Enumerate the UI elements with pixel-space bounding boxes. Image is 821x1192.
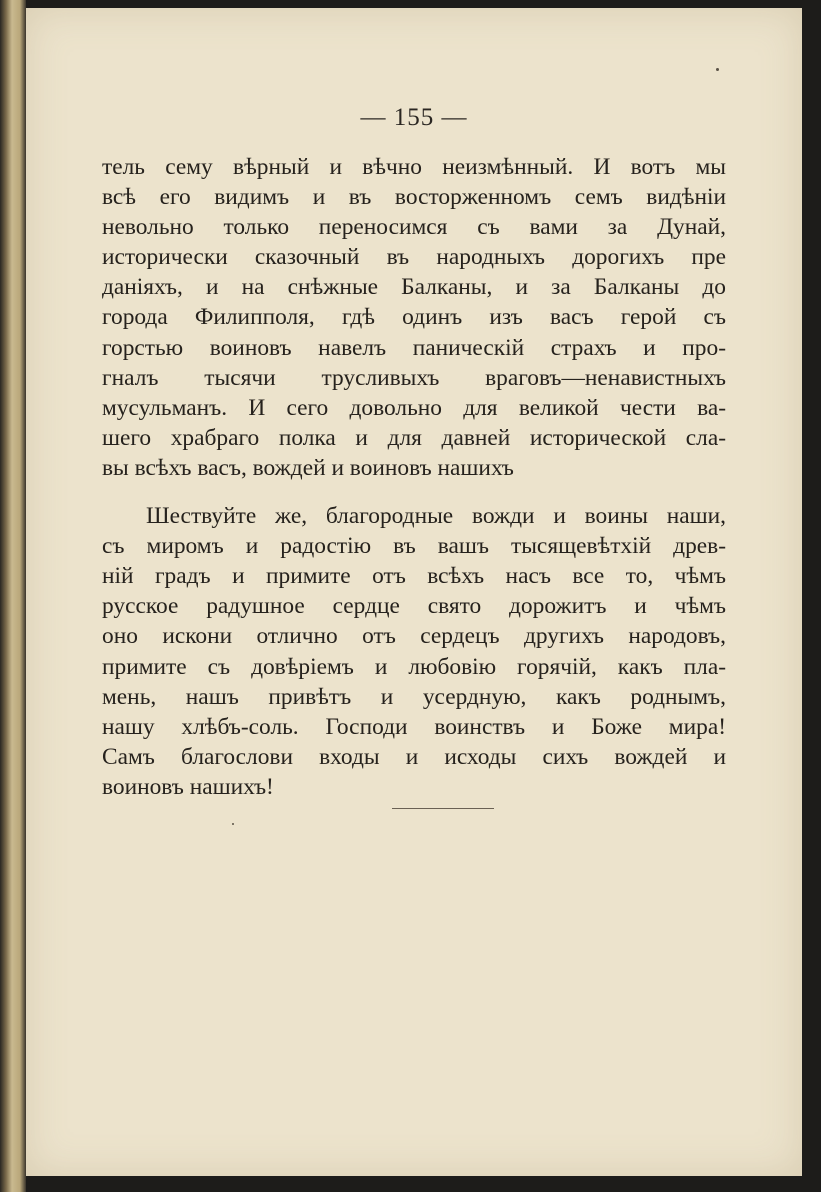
text-line: воиновъ нашихъ!: [102, 773, 274, 800]
paper-speck: [716, 68, 719, 71]
text-line: даніяхъ, и на снѣжные Балканы, и за Балканы до: [102, 274, 726, 301]
text-line: Самъ благослови входы и исходы сихъ вождей и: [102, 743, 726, 770]
text-line: гналъ тысячи трусливыхъ враговъ—ненавистныхъ: [102, 364, 726, 391]
paragraph-2: [102, 501, 726, 802]
page-sheet: [26, 8, 802, 1176]
text-line: мень, нашъ привѣтъ и усердную, какъ роднымъ,: [102, 683, 726, 710]
page-number: — 155 —: [360, 104, 468, 131]
text-line: Шествуйте же, благородные вожди и воины наши,: [146, 503, 726, 530]
text-line: исторически сказочный въ народныхъ дорогихъ пре: [102, 244, 726, 271]
text-line: всѣ его видимъ и въ восторженномъ семъ видѣніи: [102, 184, 726, 211]
text-line: невольно только переносимся съ вами за Дунай,: [102, 214, 726, 241]
text-line: тель сему вѣрный и вѣчно неизмѣнный. И вотъ мы: [102, 154, 726, 180]
text-line: русское радушное сердце свято дорожитъ и чѣмъ: [102, 593, 726, 620]
page-body: [102, 152, 726, 802]
text-line: оно искони отлично отъ сердецъ другихъ народовъ,: [102, 623, 726, 650]
text-line: съ миромъ и радостію въ вашъ тысящевѣтхій древ-: [102, 533, 726, 560]
text-line: примите съ довѣріемъ и любовію горячій, какъ пла-: [102, 653, 726, 680]
text-line: ній градъ и примите отъ всѣхъ насъ все то, чѣмъ: [102, 563, 726, 590]
text-line: шего храбраго полка и для давней исторической сла-: [102, 424, 726, 451]
text-line: мусульманъ. И сего довольно для великой чести ва-: [102, 394, 726, 421]
text-line: вы всѣхъ васъ, вождей и воиновъ нашихъ: [102, 454, 514, 481]
text-line: горстью воиновъ навелъ паническій страхъ и про-: [102, 334, 726, 361]
previous-page-edge: [0, 0, 26, 1192]
paper-speck: [232, 823, 234, 825]
section-divider: [392, 808, 494, 809]
text-line: города Филипполя, гдѣ одинъ изъ васъ герой съ: [102, 304, 726, 331]
paragraph-1: [102, 152, 726, 483]
text-line: нашу хлѣбъ-соль. Господи воинствъ и Боже мира!: [102, 713, 726, 740]
